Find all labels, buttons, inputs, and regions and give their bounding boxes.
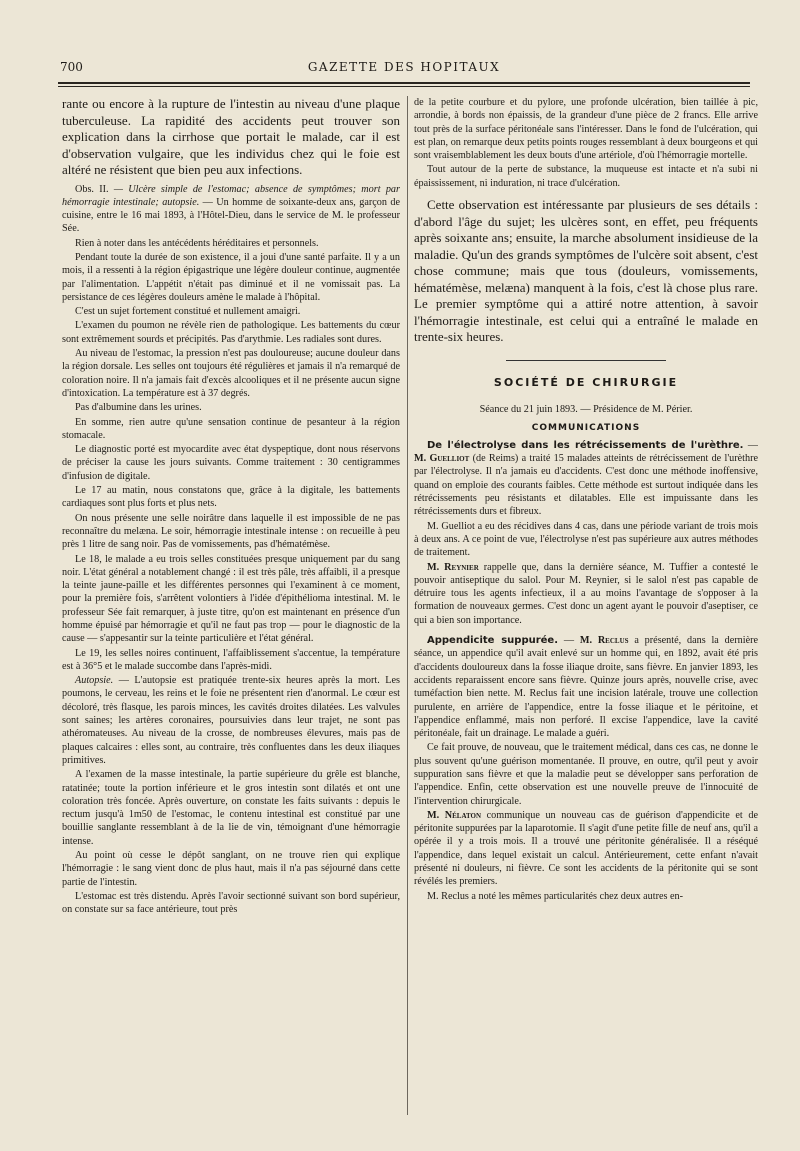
paragraph: On nous présente une selle noirâtre dans laquelle il est impossible de ne pas reconnaître du melæna. Le soir, hémorragie intestinale intense : on recueille à peu près 1 litre de sang noir. Pas de vomissements, pas d'hématémèse.: [62, 512, 400, 551]
paragraph: C'est un sujet fortement constitué et nullement amaigri.: [75, 306, 301, 318]
header-rule-thick: [58, 82, 750, 84]
autopsy-text: — L'autopsie est pratiquée trente-six heures après la mort. Les poumons, le cerveau, les reins et le foie ne présentent rien d'anormal. Le cœur est décoloré, très flasque, les parois minces, les cavités droites dilatées. Les valvules sont saines; les artères coronaires, poursuivies dans leur trajet, ne sont pas athéromateuses. Au niveau de la crosse, de nombreuses élevures, mais pas de plaques calcaires : elles sont, au contraire, très confluentes dans les deux iliaques primitives.: [62, 675, 400, 766]
paragraph: A l'examen de la masse intestinale, la partie supérieure du grêle est blanche, ratatinée; toute la portion inférieure et le gros intestin sont dilatés et ont une coloration très foncée. Après ouverture, on constate les faits suivants : depuis le rectum jusqu'à 1m50 de l'estomac, le contenu intestinal est constitué par une bouillie sanglante ressemblant à de la lie de vin, témoignant d'une hémorragie intense.: [62, 769, 400, 847]
section-title: SOCIÉTÉ DE CHIRURGIE: [493, 375, 679, 389]
right-column: [414, 96, 758, 1121]
autopsy-label: Autopsie.: [75, 675, 114, 687]
paragraph: L'estomac est très distendu. Après l'avoir sectionné suivant son bord supérieur, on constate sur sa face antérieure, tout près: [62, 890, 400, 916]
intro-paragraph: rante ou encore à la rupture de l'intestin au niveau d'une plaque tuberculeuse. La rapidité des accidents peut trouver son explication dans la cirrhose que portait le malade, car il est d'observation vulgaire, que les individus chez qui le foie est altéré ne résistent que bien peu aux infections.: [62, 96, 400, 177]
observation-intro: — Un homme de soixante-deux ans, garçon de cuisine, entre le 16 mai 1893, à l'Hôtel-Dieu, dans le service de M. le professeur Sée.: [62, 196, 400, 235]
autopsy-paragraph: [62, 674, 400, 767]
article-appendicitis: Appendicite suppurée. — M. Reclus a présenté, dans la dernière séance, un appendice qu'il avait enlevé sur un homme qui, en 1892, avait été pris d'accidents douloureux dans la fosse iliaque droite, sans fièvre. En janvier 1893, les accidents reparaissent encore sans fièvre. Quinze jours après, nouvelle crise, avec tuméfaction bien nette. M. Reclus fait une incision latérale, trouve une collection purulente, en arrière de l'appendice, entre la fosse iliaque et le péritoine, et l'appendice enflammé, mais non perforé. Il excise l'appendice, lave la cavité péritonéale, fait un drainage. Le malade a guéri.: [414, 635, 758, 740]
paragraph: M. Guelliot a eu des récidives dans 4 cas, dans une période variant de trois mois à deux ans. A ce point de vue, l'électrolyse n'est pas supérieure aux autres méthodes de traitement.: [414, 520, 758, 559]
observation-heading: [62, 183, 400, 236]
paragraph: Le 18, le malade a eu trois selles constituées presque uniquement par du sang noir. L'état général a notablement changé : il est très pâle, très affaibli, il a presque la teinte jaune-paille et les différentes personnes qui l'examinent à ce moment, pour la première fois, s'arrêtent volontiers à l'idée d'épithélioma intestinal. M. le professeur Sée fait remarquer, à juste titre, qu'on est maintenant en présence d'un homme épuisé par hémorragie et qu'il ne faut pas trop — pour le diagnostic de la cause — s'appesantir sur la teinte particulière et l'état général.: [62, 553, 400, 645]
observation-paragraphs: [62, 237, 400, 674]
commentary-paragraph: Cette observation est intéressante par plusieurs de ses détails : d'abord l'âge du sujet; les ulcères sont, en effet, peu fréquents après soixante ans; ensuite, la marche absolument insidieuse de la maladie. Qu'un des grands symptômes de l'ulcère soit absent, c'est chose commune; mais que tous (douleurs, vomissements, hématémèse, melæna) manquent à la fois, c'est là chose plus rare. Le premier symptôme qui a attiré notre attention, à savoir l'hémorragie intestinale, est celui qui a entraîné le malade en trente-six heures.: [414, 197, 758, 345]
section-divider: [414, 356, 758, 364]
session-line: Séance du 21 juin 1893. — Présidence de M. Périer.: [479, 403, 693, 415]
paragraph: En somme, rien autre qu'une sensation continue de pesanteur à la région stomacale.: [62, 416, 400, 441]
journal-title: GAZETTE DES HOPITAUX: [307, 60, 501, 74]
author-name: M. Reynier: [427, 561, 479, 573]
paragraph: Le 17 au matin, nous constatons que, grâce à la digitale, les battements cardiaques sont plus forts et plus nets.: [62, 485, 400, 510]
author-name: M. Guelliot: [414, 453, 470, 465]
paragraph: Pas d'albumine dans les urines.: [75, 402, 202, 414]
paragraph: M. Reclus a noté les mêmes particularités chez deux autres en-: [427, 890, 684, 902]
left-column: [62, 96, 400, 1121]
paragraph: Le 19, les selles noires continuent, l'affaiblissement s'accentue, la température est à 36°5 et le malade succombe dans l'après-midi.: [62, 647, 400, 672]
article-title: Appendicite suppurée.: [427, 635, 559, 647]
article-title: De l'électrolyse dans les rétrécissements de l'urèthre.: [427, 439, 744, 451]
paragraph: Au point où cesse le dépôt sanglant, on ne trouve rien qui explique l'hémorragie : le sang vient donc de plus haut, mais il n'a pas séjourné dans cette partie de l'intestin.: [62, 850, 400, 888]
author-name: M. Nélaton: [427, 809, 482, 821]
paragraph: Rien à noter dans les antécédents héréditaires et personnels.: [75, 237, 319, 249]
paragraph: L'examen du poumon ne révèle rien de pathologique. Les battements du cœur sont extrêmement sourds et précipités. Pas d'arythmie. Les radiales sont dures.: [62, 320, 400, 345]
page-number: 700: [60, 60, 83, 74]
observation-title: — Ulcère simple de l'estomac; absence de symptômes; mort par hémorragie intestinale; autopsie.: [62, 183, 400, 208]
paragraph: Pendant toute la durée de son existence, il a joui d'une santé parfaite. Il y a un mois, il a ressenti à la région épigastrique une légère douleur continue, augmentée par l'alimentation. L'appétit n'était pas diminué et il ne vomissait pas. La persistance de ces légères douleurs amène le malade à l'hôpital.: [62, 251, 400, 303]
page-header: [60, 60, 748, 78]
article-electrolysis: De l'électrolyse dans les rétrécissements de l'urèthre. — M. Guelliot (de Reims) a traité 15 malades atteints de rétrécissement de l'urèthre par l'électrolyse. Il n'a jamais eu d'accidents. C'est donc une méthode inoffensive, quand on emploie des courants faibles. Cette méthode est surtout indiquée dans les rétrécissements peu résistants et dilatables. Elle est impuissante dans les rétrécissements durs et fibreux.: [414, 439, 758, 518]
paragraph: Tout autour de la perte de substance, la muqueuse est intacte et n'a subi ni épaississement, ni induration, ni trace d'ulcération.: [414, 164, 758, 189]
paragraph: Ce fait prouve, de nouveau, que le traitement médical, dans ces cas, ne donne le plus souvent qu'une guérison momentanée. Il prouve, en outre, qu'il peut y avoir suppuration sans fièvre et que la maladie peut se développer sans perforation de l'appendice. Enfin, cette observation est une nouvelle preuve de l'innocuité de l'intervention chirurgicale.: [414, 742, 758, 807]
communications-heading: COMMUNICATIONS: [531, 422, 641, 433]
column-separator: [407, 96, 408, 1115]
observation-label: Obs. II.: [75, 183, 109, 195]
reynier-paragraph: M. Reynier rappelle que, dans la dernière séance, M. Tuffier a contesté le pouvoir antiseptique du salol. Pour M. Reynier, si le salol n'est pas capable de détruire tous les agents infectieux, il a au moins l'avantage de s'opposer à la formation de nouveaux germes. C'est donc un agent ayant le pouvoir d'aseptiser, ce qui a bien son importance.: [414, 561, 758, 626]
paragraph: Le diagnostic porté est myocardite avec état dyspeptique, dont nous réservons de préciser la cause les jours suivants. Comme traitement : 30 centigrammes d'infusion de digitale.: [62, 444, 400, 482]
paragraph: de la petite courbure et du pylore, une profonde ulcération, bien taillée à pic, arrondie, à bords non épaissis, de la grandeur d'une pièce de 2 francs. Elle arrive tout près de la surface péritonéale sans l'intéresser. Dans le fond de l'ulcération, qui est plan, on remarque deux petits points rouges ressemblant à deux bourgeons et qui sont vraisemblablement les deux bouts d'une artériole, d'où l'hémorragie mortelle.: [414, 97, 758, 162]
author-name: M. Reclus: [579, 635, 629, 647]
nelaton-paragraph: M. Nélaton communique un nouveau cas de guérison d'appendicite et de péritonite suppurées par la laparotomie. Il s'agit d'une petite fille de neuf ans, qu'il a opérée il y a trois mois. Il a trouvé une péritonite généralisée. Il a réséqué l'appendice, dans lequel existait un calcul. Antérieurement, cette enfant n'avait présenté ni douleurs, ni fièvre. Ce sont les accidents de la péritonite qui se sont révélés les premiers.: [414, 809, 758, 888]
header-rule-thin: [58, 86, 750, 87]
paragraph: Au niveau de l'estomac, la pression n'est pas douloureuse; aucune douleur dans la région dorsale. Les selles ont toujours été régulières et jamais il n'a remarqué de coloration noire. Il n'a jamais fait d'excès alcooliques et il ne présente aucun signe d'intoxication. La température est à 37 degrés.: [62, 348, 400, 399]
